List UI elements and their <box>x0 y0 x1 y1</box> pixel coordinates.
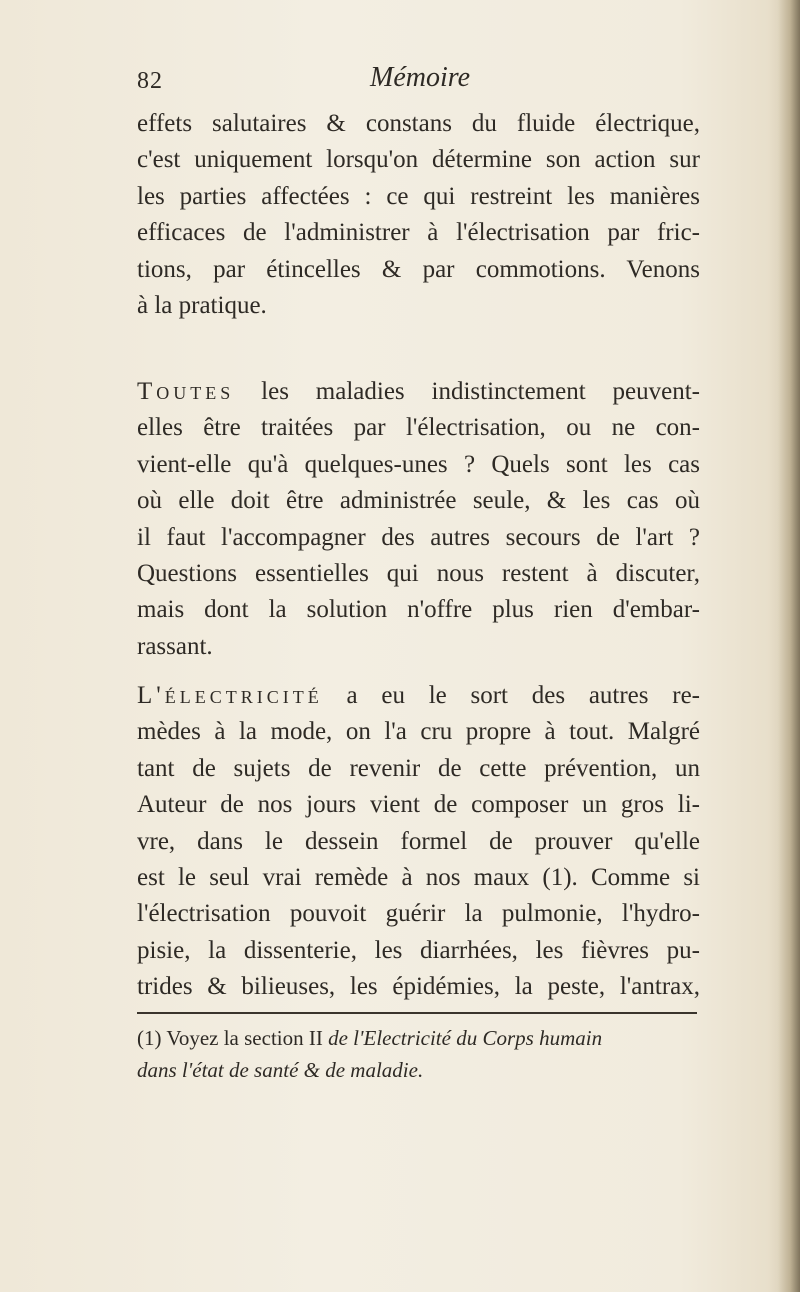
text-line: rassant. <box>137 632 213 660</box>
footnote-line <box>137 1022 697 1054</box>
text-line: où elle doit être administrée seule, & les cas où <box>137 487 700 515</box>
text-line: Auteur de nos jours vient de composer un gros li- <box>137 791 700 819</box>
text-line: il faut l'accompagner des autres secours de l'art ? <box>137 523 700 551</box>
lead-word: L'électricité <box>137 682 323 709</box>
footnote-title: de l'Electricité du Corps humain <box>328 1026 603 1050</box>
paragraph-3 <box>137 678 700 1006</box>
text-line: pisie, la dissenterie, les diarrhées, les fièvres pu- <box>137 936 700 964</box>
text-line: les parties affectées : ce qui restreint les manières <box>137 182 700 210</box>
footnote <box>137 1022 697 1086</box>
text-line: Questions essentielles qui nous restent à discuter, <box>137 559 700 587</box>
footnote-rule <box>137 1012 697 1014</box>
page-number: 82 <box>137 68 163 94</box>
footnote-title-cont: dans l'état de santé & de maladie. <box>137 1058 424 1082</box>
text-line: est le seul vrai remède à nos maux (1). Comme si <box>137 863 700 891</box>
text-line: tions, par étincelles & par commotions. Venons <box>137 255 700 283</box>
footnote-text: Voyez la section II <box>166 1026 323 1050</box>
text-line: l'électrisation pouvoit guérir la pulmonie, l'hydro- <box>137 900 700 928</box>
text-line: à la pratique. <box>137 291 267 319</box>
text-line: elles être traitées par l'électrisation, ou ne con- <box>137 414 700 442</box>
text-line: vient-elle qu'à quelques-unes ? Quels sont les cas <box>137 450 700 478</box>
text-line: trides & bilieuses, les épidémies, la peste, l'antrax, <box>137 973 700 1001</box>
page-header <box>137 62 697 102</box>
text-line: mèdes à la mode, on l'a cru propre à tout. Malgré <box>137 718 700 746</box>
running-title: Mémoire <box>370 62 471 93</box>
text-line: c'est uniquement lorsqu'on détermine son action sur <box>137 146 700 174</box>
text-line-rest: a eu le sort des autres re- <box>346 682 701 709</box>
footnote-line <box>137 1054 697 1086</box>
text-line: effets salutaires & constans du fluide électrique, <box>137 110 700 137</box>
text-line: tant de sujets de revenir de cette prévention, un <box>137 754 700 782</box>
text-line: efficaces de l'administrer à l'électrisation par fric- <box>137 219 700 247</box>
text-line: mais dont la solution n'offre plus rien d'embar- <box>137 596 700 624</box>
text-line-rest: les maladies indistinctement peuvent- <box>261 378 700 405</box>
text-line-lead <box>137 374 700 410</box>
paragraph-1 <box>137 106 700 324</box>
paragraph-2 <box>137 374 700 665</box>
page-edge-shadow <box>778 0 800 1292</box>
text-line: vre, dans le dessein formel de prouver qu'elle <box>137 827 700 855</box>
text-line-lead <box>137 678 700 714</box>
footnote-marker: (1) <box>137 1026 162 1050</box>
lead-word: Toutes <box>137 378 235 405</box>
